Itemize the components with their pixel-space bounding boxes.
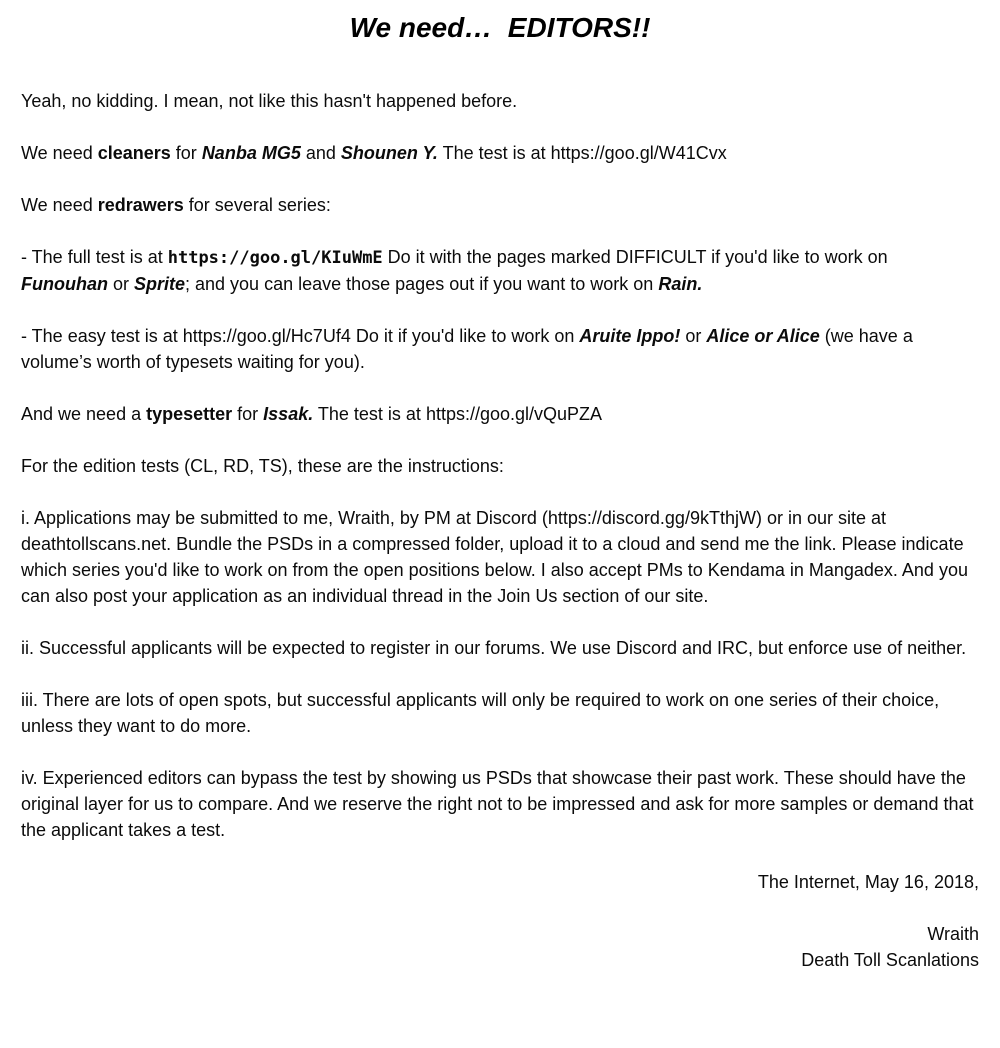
text-run: - The easy test is at https://goo.gl/Hc7Uf4 Do it if you'd like to work on [21,326,580,346]
instruction-i-paragraph [21,505,979,609]
text-run: for several series: [183,195,331,215]
instruction-iii-paragraph [21,687,979,739]
text-run: Rain. [658,274,703,294]
text-run: We need [21,143,98,163]
typesetter-needed-paragraph [21,401,979,427]
instruction-iv-paragraph [21,765,979,843]
text-run: redrawers [97,195,184,215]
text-run: Yeah, no kidding. I mean, not like this hasn't happened before. [21,91,518,111]
text-run: ii. Successful applicants will be expected to register in our forums. We use Discord and IRC, but enforce use of neither. [21,638,967,658]
document [0,12,1000,973]
text-run: Shounen Y. [340,143,438,163]
text-run: Wraith [927,924,979,944]
text-run: iii. There are lots of open spots, but successful applicants will only be required to work on one series of their choice, unless they want to do more. [21,690,940,736]
text-run: Issak. [263,404,314,424]
text-run: for [232,404,264,424]
instructions-intro-paragraph [21,453,979,479]
text-run: Death Toll Scanlations [801,950,979,970]
text-run: The Internet, May 16, 2018, [757,872,979,892]
text-run: - The full test is at [21,247,168,267]
url-text: https://goo.gl/KIuWmE [167,248,383,268]
text-run: (we have a volume’s worth of typesets waiting for you). [21,326,913,372]
signature [21,921,979,973]
text-run: ; and you can leave those pages out if you want to work on [185,274,659,294]
text-run: Funouhan [21,274,108,294]
text-run: for [170,143,202,163]
text-run: The test is at https://goo.gl/W41Cvx [437,143,727,163]
text-run: and [300,143,341,163]
cleaners-needed-paragraph [21,140,979,166]
easy-test-paragraph [21,323,979,375]
text-run: or [680,326,707,346]
intro-paragraph [21,88,979,114]
full-test-paragraph [21,244,979,297]
page-title: We need… EDITORS!! [349,12,651,43]
text-run: i. Applications may be submitted to me, Wraith, by PM at Discord (https://discord.gg/9kTthjW) or in our site at deathtollscans.net. Bundle the PSDs in a compressed folder, upload it to a cloud and send me the link. Please indicate which series you'd like to work on from the open positions below. I also accept PMs to Kendama in Mangadex. And you can also post your application as an individual thread in the Join Us section of our site. [21,508,968,606]
text-run: or [107,274,134,294]
text-run: typesetter [146,404,233,424]
text-run: And we need a [21,404,147,424]
text-run: Alice or Alice [706,326,820,346]
text-run: cleaners [97,143,171,163]
text-run: We need [21,195,98,215]
dateline [21,869,979,895]
text-run: The test is at https://goo.gl/vQuPZA [313,404,603,424]
text-run: Do it with the pages marked DIFFICULT if you'd like to work on [382,247,888,267]
text-run: iv. Experienced editors can bypass the test by showing us PSDs that showcase their past work. These should have the original layer for us to compare. And we reserve the right not to be impressed and ask for more samples or demand that the applicant takes a test. [21,768,974,840]
document-body [21,88,979,973]
text-run: For the edition tests (CL, RD, TS), these are the instructions: [21,456,504,476]
text-run: Nanba MG5 [201,143,301,163]
redrawers-needed-paragraph [21,192,979,218]
instruction-ii-paragraph [21,635,979,661]
text-run: Sprite [134,274,186,294]
text-run: Aruite Ippo! [579,326,681,346]
